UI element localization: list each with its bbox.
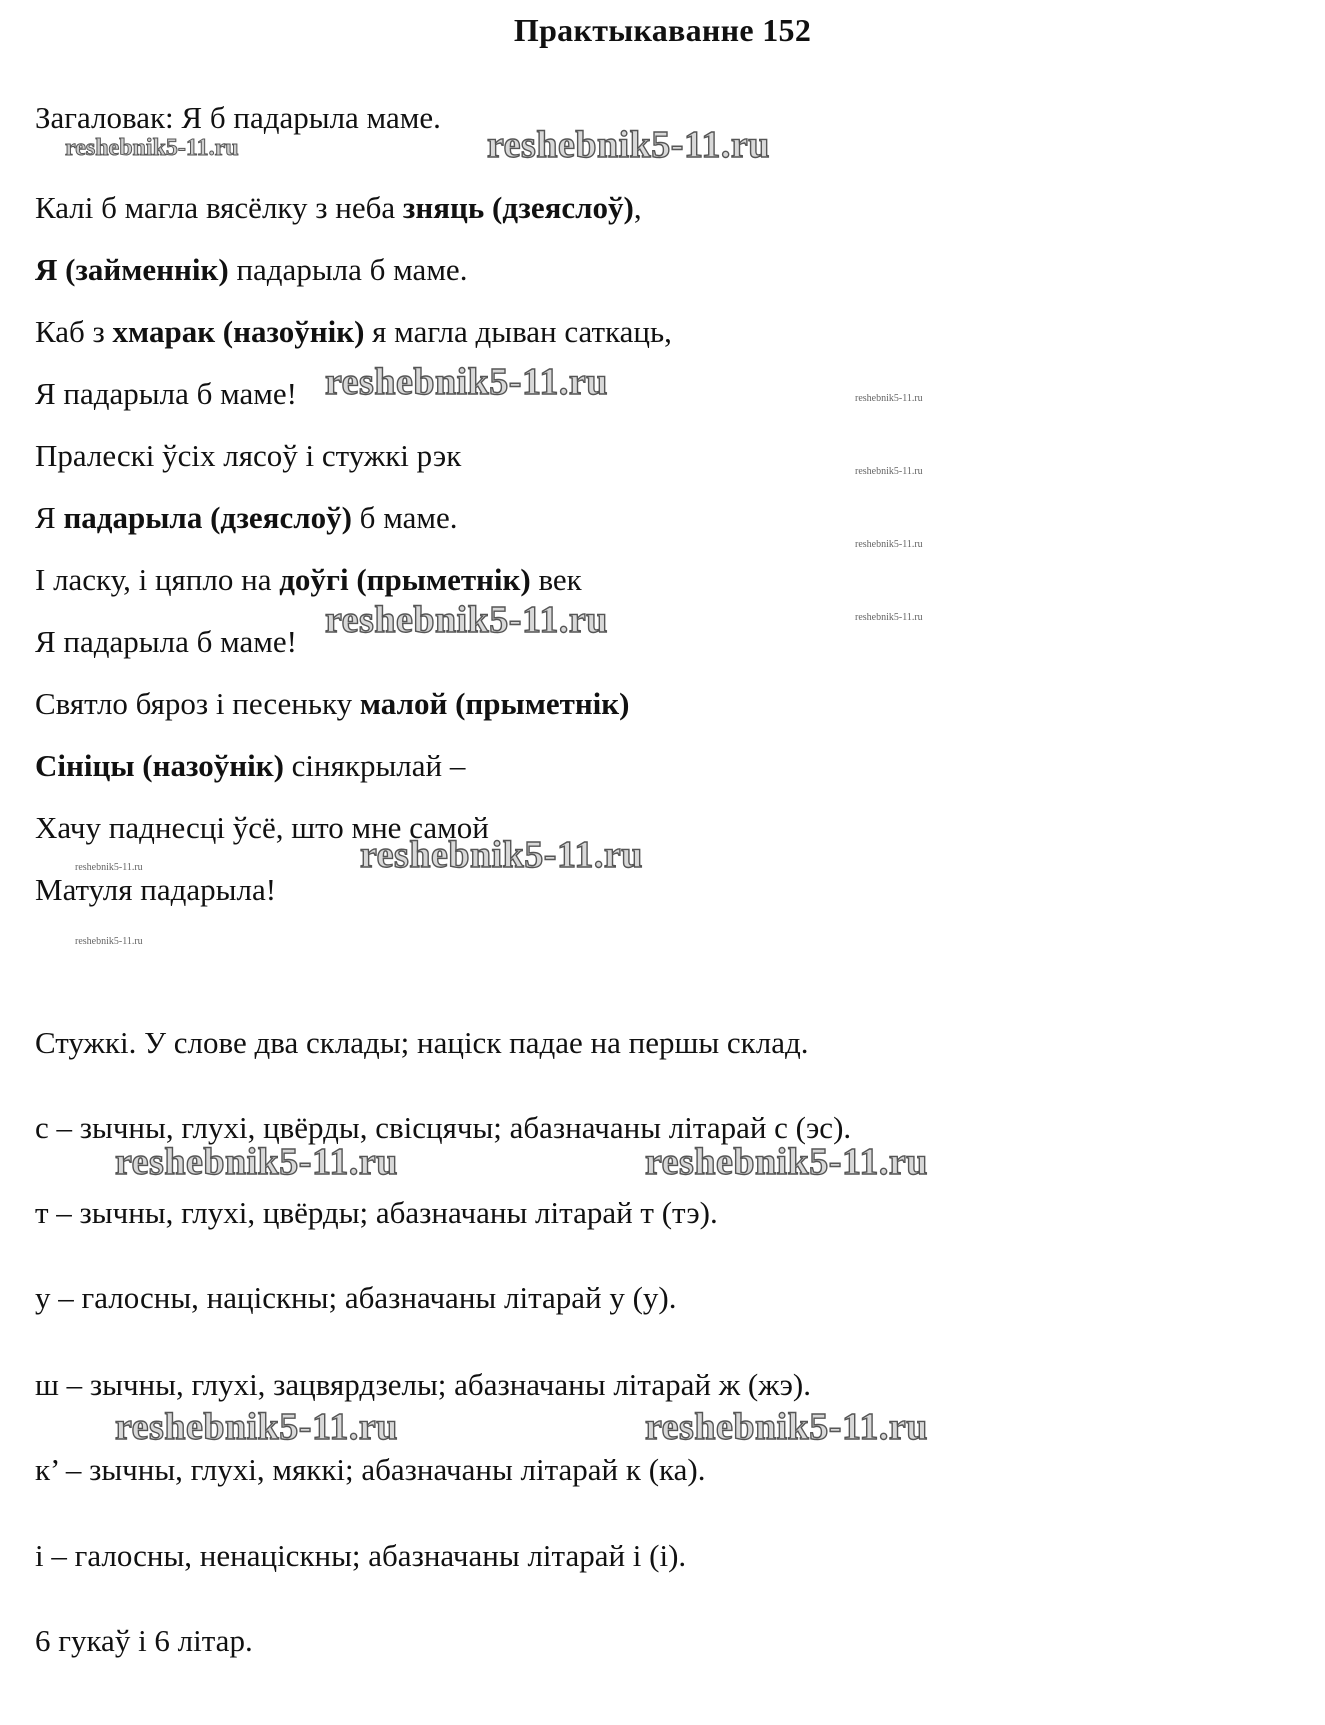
watermark: reshebnik5-11.ru (855, 466, 923, 477)
poem-segment: век (530, 562, 582, 597)
analysis-line: ш – зычны, глухі, зацвярдзелы; абазначаны літарай ж (жэ). (35, 1367, 811, 1402)
watermark: reshebnik5-11.ru (325, 361, 608, 403)
poem-line (35, 624, 297, 660)
poem-segment-bold: падарыла (дзеяслоў) (63, 500, 352, 535)
poem-segment-bold: Сініцы (назоўнік) (35, 748, 284, 783)
watermark: reshebnik5-11.ru (75, 862, 143, 873)
poem-segment: Пралескі ўсіх лясоў і стужкі рэк (35, 438, 462, 473)
header-line: Загаловак: Я б падарыла маме. (35, 100, 441, 135)
poem-segment: сінякрылай – (283, 748, 466, 783)
analysis-line: к’ – зычны, глухі, мяккі; абазначаны літарай к (ка). (35, 1452, 706, 1487)
poem-line (35, 252, 467, 288)
analysis-line: у – галосны, націскны; абазначаны літарай у (у). (35, 1280, 677, 1315)
watermark: reshebnik5-11.ru (645, 1141, 928, 1183)
poem-line (35, 190, 642, 226)
poem-segment: Я (35, 500, 64, 535)
watermark: reshebnik5-11.ru (487, 124, 770, 166)
watermark: reshebnik5-11.ru (855, 539, 923, 550)
poem-segment: Я падарыла б маме! (35, 624, 298, 659)
poem-line (35, 376, 297, 412)
watermark: reshebnik5-11.ru (65, 135, 239, 161)
watermark: reshebnik5-11.ru (325, 599, 608, 641)
poem-segment: , (633, 190, 642, 225)
poem-segment-bold: хмарак (назоўнік) (112, 314, 365, 349)
poem-segment: Я падарыла б маме! (35, 376, 298, 411)
watermark: reshebnik5-11.ru (75, 936, 143, 947)
analysis-line: с – зычны, глухі, цвёрды, свісцячы; абазначаны літарай с (эс). (35, 1110, 852, 1145)
poem-segment-bold: Я (займеннік) (35, 252, 229, 287)
poem-line (35, 438, 461, 474)
analysis-line: т – зычны, глухі, цвёрды; абазначаны літарай т (тэ). (35, 1195, 718, 1230)
poem-segment-bold: доўгі (прыметнік) (279, 562, 531, 597)
watermark: reshebnik5-11.ru (855, 393, 923, 404)
watermark: reshebnik5-11.ru (855, 612, 923, 623)
poem-segment-bold: малой (прыметнік) (359, 686, 630, 721)
poem-segment: Калі б магла вясёлку з неба (35, 190, 403, 225)
watermark: reshebnik5-11.ru (645, 1406, 928, 1448)
poem-segment-bold: зняць (дзеяслоў) (402, 190, 634, 225)
poem-segment: б маме. (351, 500, 458, 535)
page-title: Практыкаванне 152 (513, 12, 812, 48)
poem-segment: Каб з (35, 314, 113, 349)
poem-line (35, 500, 458, 536)
watermark: reshebnik5-11.ru (115, 1141, 398, 1183)
poem-line (35, 314, 672, 350)
poem-line (35, 872, 276, 908)
poem-segment: Хачу паднесці ўсё, што мне самой (35, 810, 489, 845)
poem-segment: І ласку, і цяпло на (35, 562, 280, 597)
watermark: reshebnik5-11.ru (115, 1406, 398, 1448)
analysis-line: Стужкі. У слове два склады; націск падае на першы склад. (35, 1025, 809, 1060)
poem-line (35, 562, 582, 598)
watermark: reshebnik5-11.ru (360, 834, 643, 876)
analysis-line: і – галосны, ненаціскны; абазначаны літарай і (і). (35, 1538, 687, 1573)
poem-line (35, 686, 629, 722)
poem-segment: Матуля падарыла! (35, 872, 277, 907)
poem-line (35, 748, 465, 784)
poem-segment: падарыла б маме. (228, 252, 468, 287)
poem-segment: Святло бяроз і песеньку (35, 686, 360, 721)
analysis-line: 6 гукаў і 6 літар. (35, 1623, 253, 1658)
poem-segment: я магла дыван саткаць, (364, 314, 672, 349)
